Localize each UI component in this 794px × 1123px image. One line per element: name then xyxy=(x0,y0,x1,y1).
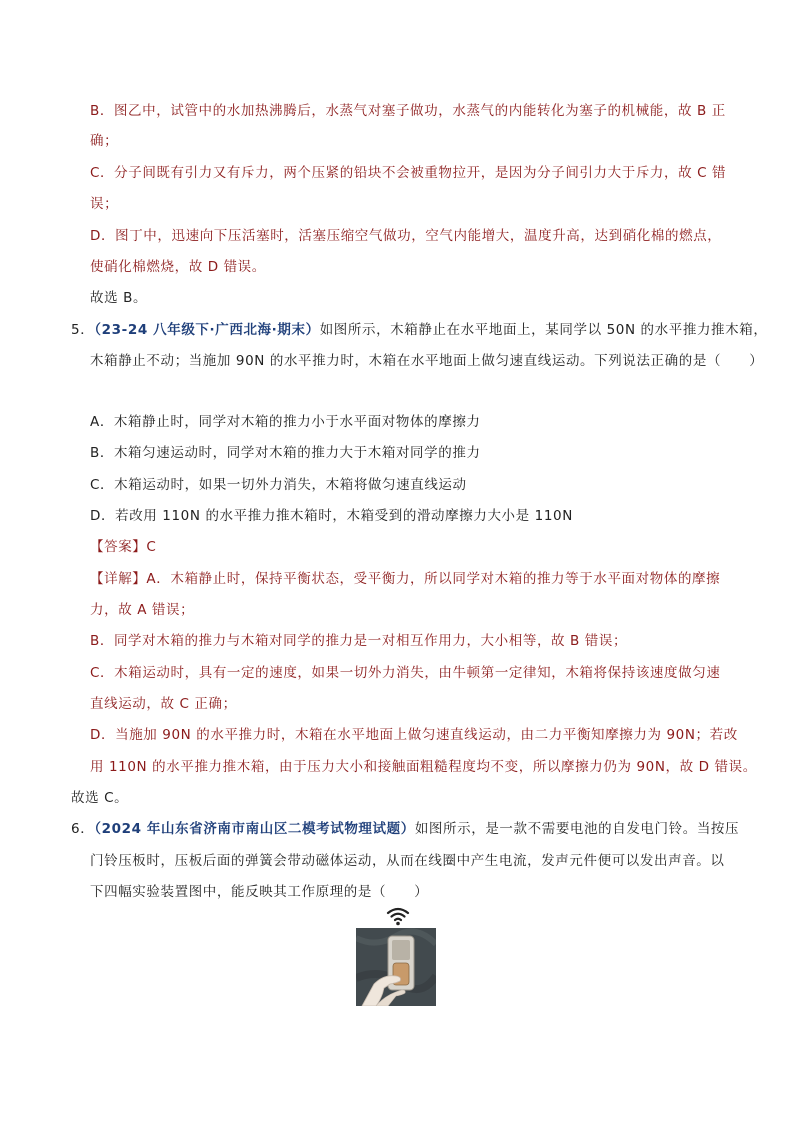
q5-detail-a-line2: 力，故 A 错误； xyxy=(90,602,195,618)
q5-detail-a-text: A．木箱静止时，保持平衡状态，受平衡力，所以同学对木箱的推力等于水平面对物体的摩擦 xyxy=(146,571,721,587)
q5-detail-label: 【详解】 xyxy=(90,571,147,587)
q5-detail-d-line1: D．当施加 90N 的水平推力时，木箱在水平地面上做匀速直线运动，由二力平衡知摩擦力为 90N；若改 xyxy=(90,727,738,743)
q4-detail-b-line2: 确； xyxy=(90,133,119,149)
q5-detail-b: B．同学对木箱的推力与木箱对同学的推力是一对相互作用力，大小相等，故 B 错误； xyxy=(90,633,628,649)
q6-number: 6． xyxy=(71,821,95,837)
q5-conclusion: 故选 C。 xyxy=(71,790,129,806)
q5-answer-label: 【答案】 xyxy=(90,539,147,555)
q4-conclusion: 故选 B。 xyxy=(90,290,148,306)
q4-detail-d-line1: D．图丁中，迅速向下压活塞时，活塞压缩空气做功，空气内能增大，温度升高，达到硝化棉的燃点， xyxy=(90,228,722,244)
q5-option-b: B．木箱匀速运动时，同学对木箱的推力大于木箱对同学的推力 xyxy=(90,445,481,461)
q5-option-d: D．若改用 110N 的水平推力推木箱时，木箱受到的滑动摩擦力大小是 110N xyxy=(90,508,573,524)
q5-source: （23-24 八年级下·广西北海·期末） xyxy=(94,322,320,338)
q4-detail-d-line2: 使硝化棉燃烧，故 D 错误。 xyxy=(90,259,266,275)
q5-stem-line2: 木箱静止不动；当施加 90N 的水平推力时，木箱在水平地面上做匀速直线运动。下列说法正确的是（ ） xyxy=(90,353,764,369)
doorbell-illustration xyxy=(356,928,436,1006)
q5-option-c: C．木箱运动时，如果一切外力消失，木箱将做匀速直线运动 xyxy=(90,477,467,493)
q5-answer-value: C xyxy=(146,539,157,555)
q6-stem-text1: 如图所示，是一款不需要电池的自发电门铃。当按压 xyxy=(414,821,740,837)
q6-stem-line2: 门铃压板时，压板后面的弹簧会带动磁体运动，从而在线圈中产生电流，发声元件便可以发出声音。以 xyxy=(90,853,725,869)
q5-answer xyxy=(90,537,156,557)
doorbell-photo xyxy=(356,928,436,1006)
q6-stem-line1 xyxy=(71,819,739,839)
q6-source: （2024 年山东省济南市南山区二模考试物理试题） xyxy=(94,821,415,837)
q5-option-a: A．木箱静止时，同学对木箱的推力小于水平面对物体的摩擦力 xyxy=(90,414,481,430)
q5-stem-line1 xyxy=(71,320,767,340)
q5-detail-c-line2: 直线运动，故 C 正确； xyxy=(90,696,237,712)
q4-detail-c-line1: C．分子间既有引力又有斥力，两个压紧的铅块不会被重物拉开，是因为分子间引力大于斥力，故 C 错 xyxy=(90,165,727,181)
q5-detail-d-line2: 用 110N 的水平推力推木箱，由于压力大小和接触面粗糙程度均不变，所以摩擦力仍为 90N，故 D 错误。 xyxy=(90,759,757,775)
q5-stem-text1: 如图所示，木箱静止在水平地面上，某同学以 50N 的水平推力推木箱， xyxy=(319,322,768,338)
q5-number: 5． xyxy=(71,322,95,338)
wifi-icon xyxy=(386,906,410,926)
q5-detail-a-line1 xyxy=(90,569,720,589)
q6-stem-line3: 下四幅实验装置图中，能反映其工作原理的是（ ） xyxy=(90,884,429,900)
q5-detail-c-line1: C．木箱运动时，具有一定的速度，如果一切外力消失，由牛顿第一定律知，木箱将保持该速度做匀速 xyxy=(90,665,721,681)
q4-detail-b-line1: B．图乙中，试管中的水加热沸腾后，水蒸气对塞子做功，水蒸气的内能转化为塞子的机械能，故 B 正 xyxy=(90,103,726,119)
q4-detail-c-line2: 误； xyxy=(90,196,119,212)
